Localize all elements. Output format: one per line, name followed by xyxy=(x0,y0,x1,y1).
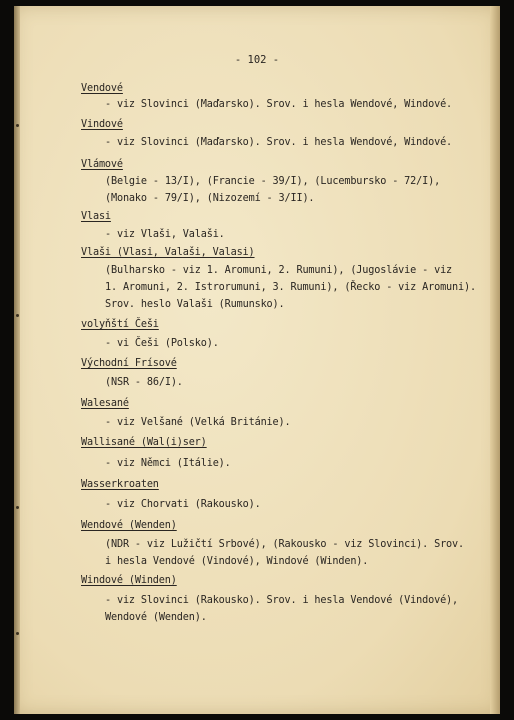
entry-heading: Vlaši (Vlasi, Valaši, Valasi) xyxy=(81,247,255,258)
entry-heading: Vlasi xyxy=(81,211,111,222)
entry-heading: Vendové xyxy=(81,83,123,94)
binding-spine xyxy=(14,6,20,714)
binding-hole xyxy=(16,632,19,635)
entry-heading: Windové (Winden) xyxy=(81,575,177,586)
entry-line: (NDR - viz Lužičtí Srbové), (Rakousko - viz Slovinci). Srov. xyxy=(105,539,465,550)
entry-line: - viz Chorvati (Rakousko). xyxy=(105,499,261,510)
entry-heading: Východní Frísové xyxy=(81,358,177,369)
entry-line: (NSR - 86/I). xyxy=(105,377,183,388)
entry-line: Wendové (Wenden). xyxy=(105,612,207,623)
entry-heading: Wasserkroaten xyxy=(81,479,159,490)
entry-line: - vi Češi (Polsko). xyxy=(105,338,219,349)
entry-line: - viz Velšané (Velká Británie). xyxy=(105,417,291,428)
entry-line: - viz Slovinci (Rakousko). Srov. i hesla Vendové (Vindové), xyxy=(105,595,459,606)
page-edge xyxy=(490,6,500,714)
entry-line: - viz Vlaši, Valaši. xyxy=(105,229,225,240)
entry-line: - viz Slovinci (Maďarsko). Srov. i hesla Wendové, Windové. xyxy=(105,137,453,148)
entry-heading: Vlámové xyxy=(81,159,123,170)
entry-line: (Belgie - 13/I), (Francie - 39/I), (Lucembursko - 72/I), xyxy=(105,176,441,187)
entry-heading: Vindové xyxy=(81,119,123,130)
entry-line: - viz Slovinci (Maďarsko). Srov. i hesla Wendové, Windové. xyxy=(105,99,453,110)
entry-line: Srov. heslo Valaši (Rumunsko). xyxy=(105,299,285,310)
entry-heading: Walesané xyxy=(81,398,129,409)
entry-heading: Wallisané (Wal(i)ser) xyxy=(81,437,207,448)
binding-hole xyxy=(16,506,19,509)
entry-line: (Bulharsko - viz 1. Aromuni, 2. Rumuni), (Jugoslávie - viz xyxy=(105,265,453,276)
entry-line: - viz Němci (Itálie). xyxy=(105,458,231,469)
entry-heading: volyňští Češi xyxy=(81,319,159,330)
binding-hole xyxy=(16,124,19,127)
binding-hole xyxy=(16,314,19,317)
entry-line: 1. Aromuni, 2. Istrorumuni, 3. Rumuni), (Řecko - viz Aromuni). xyxy=(105,282,476,293)
entry-line: i hesla Vendové (Vindové), Windové (Winden). xyxy=(105,556,369,567)
entry-heading: Wendové (Wenden) xyxy=(81,520,177,531)
entry-line: (Monako - 79/I), (Nizozemí - 3/II). xyxy=(105,193,315,204)
document-page xyxy=(14,6,500,714)
page-number: - 102 - xyxy=(234,54,280,66)
